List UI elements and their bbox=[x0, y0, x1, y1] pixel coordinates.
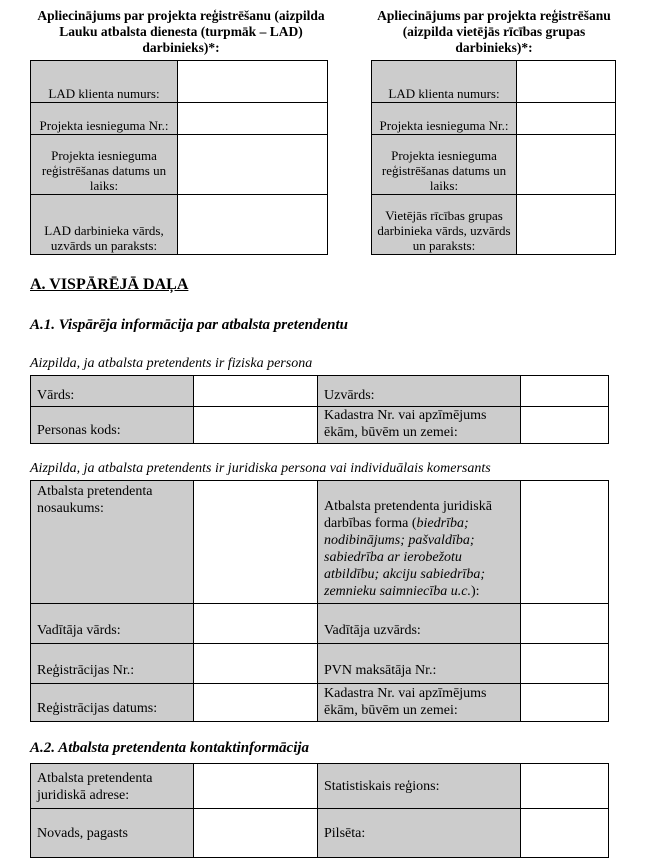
vrg-employee-signature-field[interactable] bbox=[517, 195, 616, 255]
section-a2-heading: A.2. Atbalsta pretendenta kontaktinformācija bbox=[30, 740, 310, 756]
natural-person-note: Aizpilda, ja atbalsta pretendents ir fiziska persona bbox=[30, 356, 313, 371]
municipality-field[interactable] bbox=[194, 809, 318, 858]
legal-cadastre-field[interactable] bbox=[521, 684, 609, 722]
registration-date-field[interactable] bbox=[194, 684, 318, 722]
vrg-client-number-field[interactable] bbox=[517, 61, 616, 103]
vrg-registration-title: Apliecinājums par projekta reģistrēšanu (aizpilda vietējās rīcības grupas darbinieks)*: bbox=[377, 8, 611, 55]
manager-last-name-field[interactable] bbox=[521, 604, 609, 644]
natural-cadastre-field[interactable] bbox=[521, 407, 609, 444]
legal-cadastre-label: Kadastra Nr. vai apzīmējums ēkām, būvēm un zemei: bbox=[318, 684, 521, 722]
last-name-field[interactable] bbox=[521, 376, 609, 407]
personal-code-field[interactable] bbox=[194, 407, 318, 444]
lad-registration-title: Apliecinājums par projekta reģistrēšanu (aizpilda Lauku atbalsta dienesta (turpmāk – LAD) darbinieks)*: bbox=[37, 8, 325, 55]
lad-registration-table bbox=[30, 60, 328, 255]
first-name-field[interactable] bbox=[194, 376, 318, 407]
legal-form-intro: Atbalsta pretendenta juridiskā darbības forma ( bbox=[324, 499, 492, 531]
vrg-project-number-field[interactable] bbox=[517, 103, 616, 135]
registration-number-label: Reģistrācijas Nr.: bbox=[31, 644, 194, 684]
manager-last-name-label: Vadītāja uzvārds: bbox=[318, 604, 521, 644]
statistical-region-label: Statistiskais reģions: bbox=[318, 764, 521, 809]
lad-client-number-field[interactable] bbox=[178, 61, 328, 103]
lad-employee-signature-label: LAD darbinieka vārds, uzvārds un paraksts: bbox=[31, 195, 178, 255]
legal-form-end: ): bbox=[470, 584, 480, 599]
registration-date-label: Reģistrācijas datums: bbox=[31, 684, 194, 722]
lad-registration-datetime-field[interactable] bbox=[178, 135, 328, 195]
legal-form-label bbox=[318, 481, 521, 604]
registration-number-field[interactable] bbox=[194, 644, 318, 684]
vrg-client-number-label: LAD klienta numurs: bbox=[372, 61, 517, 103]
statistical-region-field[interactable] bbox=[521, 764, 609, 809]
section-a1-heading: A.1. Vispārēja informācija par atbalsta pretendentu bbox=[30, 317, 348, 333]
legal-person-note: Aizpilda, ja atbalsta pretendents ir juridiska persona vai individuālais komersants bbox=[30, 461, 491, 476]
contact-table bbox=[30, 763, 609, 858]
lad-client-number-label: LAD klienta numurs: bbox=[31, 61, 178, 103]
vat-number-label: PVN maksātāja Nr.: bbox=[318, 644, 521, 684]
vrg-registration-datetime-label: Projekta iesnieguma reģistrēšanas datums un laiks: bbox=[372, 135, 517, 195]
last-name-label: Uzvārds: bbox=[318, 376, 521, 407]
lad-registration-datetime-label: Projekta iesnieguma reģistrēšanas datums un laiks: bbox=[31, 135, 178, 195]
city-field[interactable] bbox=[521, 809, 609, 858]
first-name-label: Vārds: bbox=[31, 376, 194, 407]
vrg-employee-signature-label: Vietējās rīcības grupas darbinieka vārds, uzvārds un paraksts: bbox=[372, 195, 517, 255]
city-label: Pilsēta: bbox=[318, 809, 521, 858]
vat-number-field[interactable] bbox=[521, 644, 609, 684]
lad-employee-signature-field[interactable] bbox=[178, 195, 328, 255]
legal-form-examples: biedrība; nodibinājums; pašvaldība; sabiedrība ar ierobežotu atbildību; akciju sabiedrība; zemnieku saimniecība u.c. bbox=[324, 516, 485, 599]
section-a-heading: A. VISPĀRĒJĀ DAĻA bbox=[30, 276, 189, 293]
legal-address-label: Atbalsta pretendenta juridiskā adrese: bbox=[31, 764, 194, 809]
manager-first-name-field[interactable] bbox=[194, 604, 318, 644]
legal-person-table bbox=[30, 480, 609, 722]
lad-project-number-field[interactable] bbox=[178, 103, 328, 135]
manager-first-name-label: Vadītāja vārds: bbox=[31, 604, 194, 644]
lad-project-number-label: Projekta iesnieguma Nr.: bbox=[31, 103, 178, 135]
vrg-project-number-label: Projekta iesnieguma Nr.: bbox=[372, 103, 517, 135]
legal-address-field[interactable] bbox=[194, 764, 318, 809]
applicant-name-field[interactable] bbox=[194, 481, 318, 604]
personal-code-label: Personas kods: bbox=[31, 407, 194, 444]
natural-person-table bbox=[30, 375, 609, 444]
legal-form-field[interactable] bbox=[521, 481, 609, 604]
natural-cadastre-label: Kadastra Nr. vai apzīmējums ēkām, būvēm un zemei: bbox=[318, 407, 521, 444]
applicant-name-label: Atbalsta pretendenta nosaukums: bbox=[31, 481, 194, 604]
municipality-label: Novads, pagasts bbox=[31, 809, 194, 858]
vrg-registration-table bbox=[371, 60, 616, 255]
vrg-registration-datetime-field[interactable] bbox=[517, 135, 616, 195]
